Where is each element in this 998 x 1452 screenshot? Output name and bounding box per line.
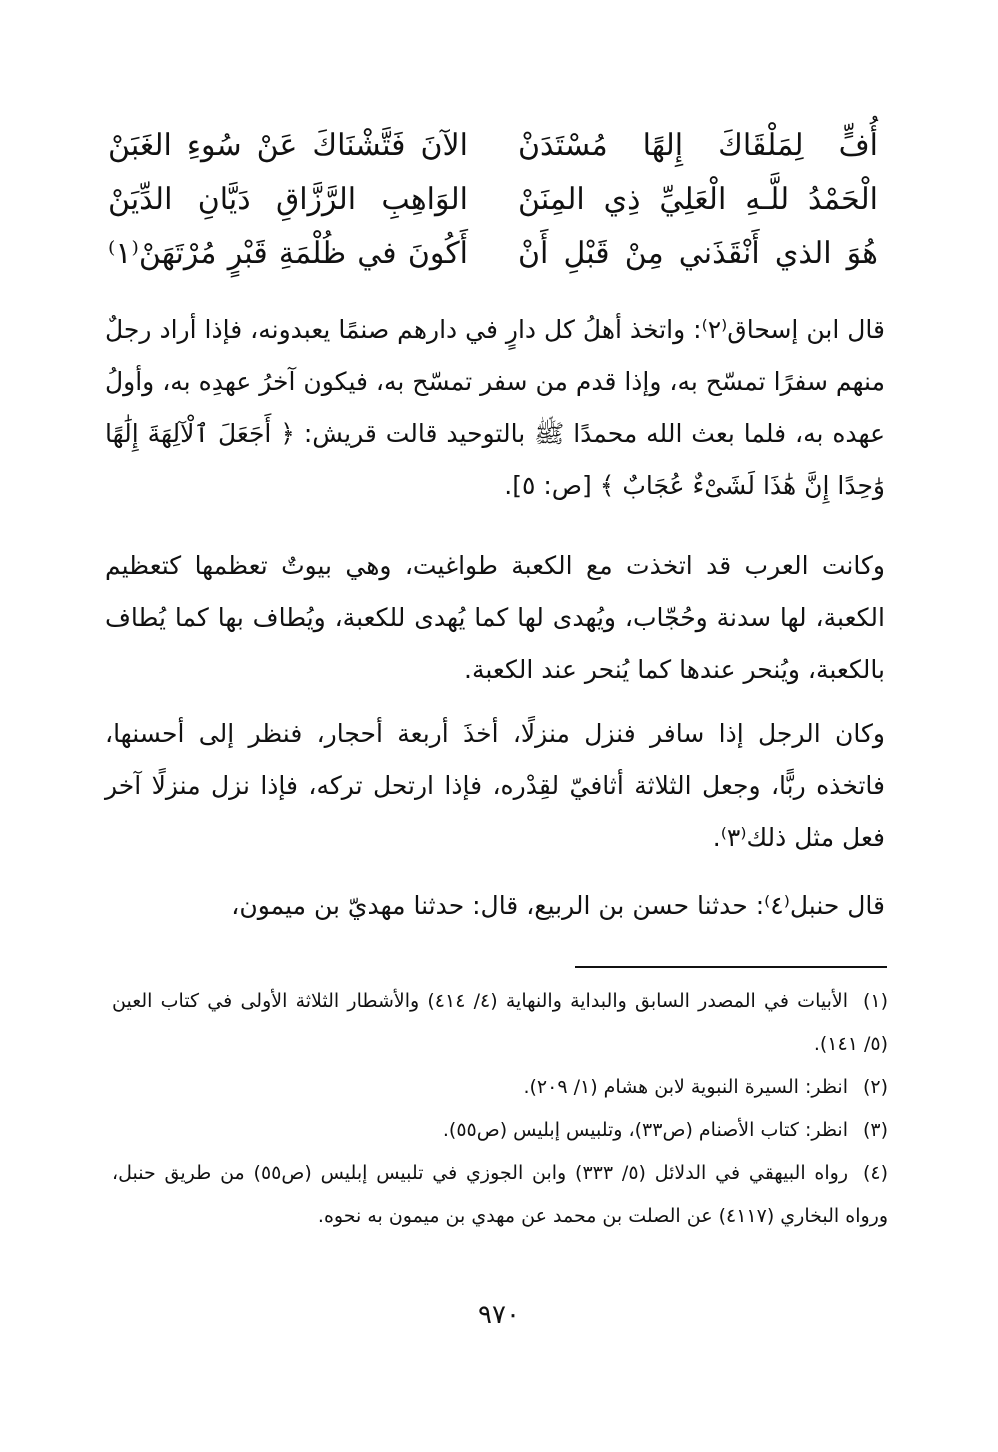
poem-verse <box>108 226 878 280</box>
poem <box>108 118 878 280</box>
page-number: ٩٧٠ <box>478 1300 520 1330</box>
footnote-separator <box>575 966 887 968</box>
footnote-number: (١) <box>862 990 888 1012</box>
paragraph-traveler-stones: وكان الرجل إذا سافر فنزل منزلًا، أخذَ أربعة أحجار، فنظر إلى أحسنها، فاتخذه ربًّا، وجعل الثلاثة أثافيّ لقِدْره، فإذا ارتحل تركه، فإذا نزل منزلًا آخر فعل مثل ذلك⁽٣⁾. <box>105 719 885 852</box>
footnote-text: انظر: كتاب الأصنام (ص٣٣)، وتلبيس إبليس (ص٥٥). <box>442 1119 848 1141</box>
verse-second-hemistich: الآنَ فَتَّشْنَاكَ عَنْ سُوءِ الغَبَنْ <box>108 127 468 163</box>
verse-first-hemistich: هُوَ الذي أَنْقَذَني مِنْ قَبْلِ أَنْ <box>518 235 878 271</box>
footnote-number: (٢) <box>862 1076 888 1098</box>
footnote <box>112 1152 888 1238</box>
footnote-text: رواه البيهقي في الدلائل (٥/ ٣٣٣) وابن الجوزي في تلبيس إبليس (ص٥٥) من طريق حنبل، ورواه البخاري (٤١١٧) عن الصلت بن محمد عن مهدي بن ميمون به نحوه. <box>112 1162 888 1227</box>
poem-verse <box>108 172 878 226</box>
footnote-text: انظر: السيرة النبوية لابن هشام (١/ ٢٠٩). <box>523 1076 848 1098</box>
footnote-number: (٣) <box>862 1119 888 1141</box>
paragraph-tawaghit: وكانت العرب قد اتخذت مع الكعبة طواغيت، وهي بيوتٌ تعظمها كتعظيم الكعبة، لها سدنة وحُجّاب، ويُهدى لها كما يُهدى للكعبة، ويُطاف بها كما يُطاف بالكعبة، ويُنحر عندها كما يُنحر عند الكعبة. <box>105 551 885 684</box>
footnote-text: الأبيات في المصدر السابق والبداية والنهاية (٤/ ٤١٤) والأشطار الثلاثة الأولى في كتاب العين (٥/ ١٤١). <box>112 990 888 1055</box>
verse-first-hemistich: أُفٍّ لِمَلْقَاكَ إِلهًا مُسْتَدَنْ <box>518 127 878 163</box>
verse-first-hemistich: الْحَمْدُ للَّـهِ الْعَلِيِّ ذِي المِنَنْ <box>518 181 878 217</box>
footnote <box>112 1066 888 1109</box>
footnote <box>112 1109 888 1152</box>
verse-second-hemistich: الوَاهِبِ الرَّزَّاقِ دَيَّانِ الدِّيَنْ <box>108 181 468 217</box>
footnote <box>112 980 888 1066</box>
poem-verse <box>108 118 878 172</box>
paragraph-text: قال ابن إسحاق⁽٢⁾: واتخذ أهلُ كل دارٍ في دارهم صنمًا يعبدونه، فإذا أراد رجلٌ منهم سفرًا تمسّح به، وإذا قدم من سفر تمسّح به، فيكون آخرُ عهدِه به، وأولُ عهده به، فلما بعث الله محمدًا ﷺ بالتوحيد قالت قريش: <box>105 315 886 448</box>
quran-verse: ﴿ أَجَعَلَ ٱلْآلِهَةَ إِلَٰهًا وَٰحِدًا إِنَّ هَٰذَا لَشَىْءٌ عُجَابٌ ﴾ <box>105 419 885 500</box>
footnotes <box>112 980 888 1238</box>
paragraph-hanbal: قال حنبل⁽٤⁾: حدثنا حسن بن الربيع، قال: حدثنا مهديّ بن ميمون، <box>231 891 885 920</box>
quran-reference: [ص: ٥]. <box>504 471 600 500</box>
footnote-number: (٤) <box>862 1162 888 1184</box>
paragraph-ibn-ishaq <box>105 304 885 512</box>
verse-second-hemistich: أَكُونَ في ظُلْمَةِ قَبْرٍ مُرْتَهَنْ⁽١⁾ <box>108 235 468 271</box>
